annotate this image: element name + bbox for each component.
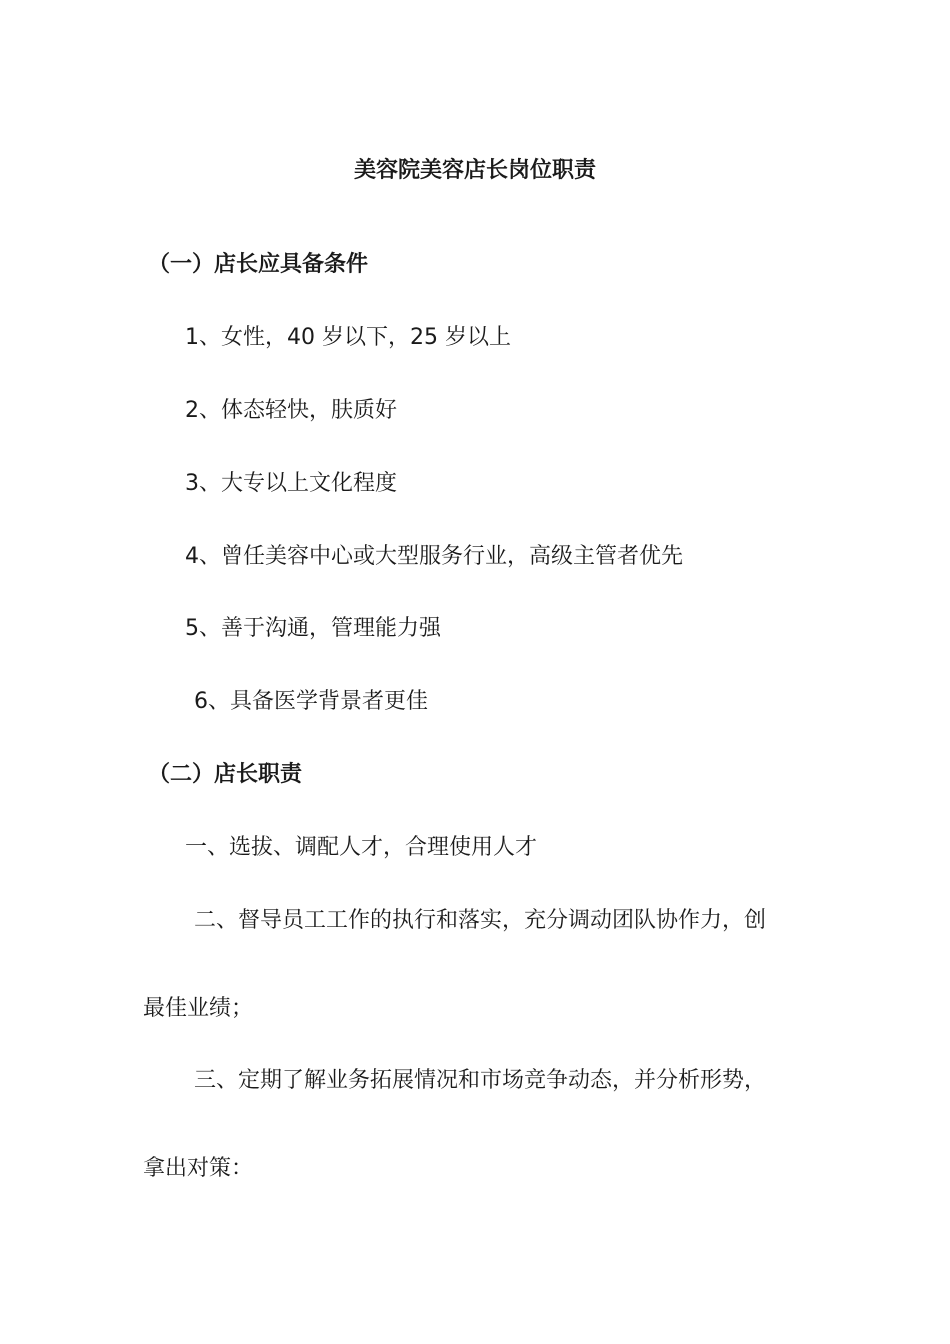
duty-item-1: 一、选拔、调配人才，合理使用人才	[185, 835, 538, 860]
section-2-heading: （二）店长职责	[148, 762, 303, 787]
requirement-item-5: 5、善于沟通，管理能力强	[185, 616, 441, 641]
duty-item-2: 二、督导员工工作的执行和落实，充分调动团队协作力，创	[194, 908, 767, 933]
requirement-item-2: 2、体态轻快，肤质好	[185, 398, 397, 423]
document-title: 美容院美容店长岗位职责	[353, 158, 596, 183]
requirement-item-6: 6、具备医学背景者更佳	[194, 689, 428, 714]
duty-item-3: 三、定期了解业务拓展情况和市场竞争动态，并分析形势，	[194, 1068, 767, 1093]
section-1-heading: （一）店长应具备条件	[148, 252, 369, 277]
requirement-item-1: 1、女性，40 岁以下，25 岁以上	[185, 325, 511, 350]
duty-item-3-continuation: 拿出对策：	[143, 1156, 254, 1181]
duty-item-2-continuation: 最佳业绩；	[143, 996, 254, 1021]
requirement-item-3: 3、大专以上文化程度	[185, 471, 397, 496]
requirement-item-4: 4、曾任美容中心或大型服务行业，高级主管者优先	[185, 544, 683, 569]
